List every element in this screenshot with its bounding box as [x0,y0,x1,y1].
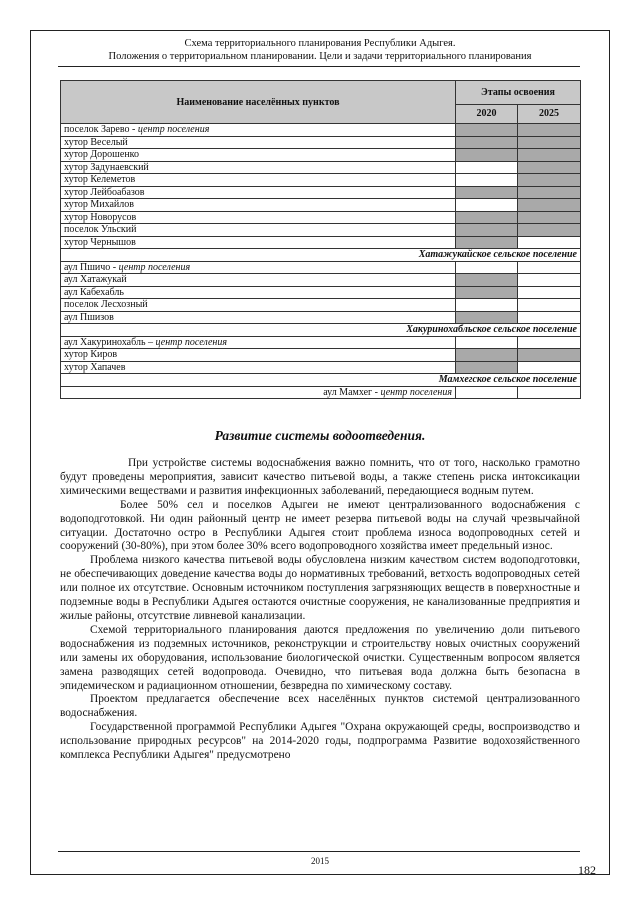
settlement-label: поселок Лесхозный [64,299,148,311]
header-rule [58,66,580,67]
table-row [61,361,581,374]
paragraph: Проблема низкого качества питьевой воды обусловлена низким качеством систем водоподготовки, не обеспечивающих доведение качества воды до нормативных требований, ветхость водопроводных сетей или полное их отсутствие. Основным источником поступления загрязняющих веществ в поверхностные и подземные воды в Республики Адыгея остаются очистные сооружения, не канализованные предприятия и жилые районы, отсутствие ливневой канализации. [60,554,580,622]
table-row [61,299,581,312]
stage-cell-2025 [518,136,581,149]
stage-cell-2020 [456,174,518,187]
settlement-note: центр поселения [137,124,210,136]
settlement-label: хутор Чернышов [64,236,136,248]
table-row [61,211,581,224]
table-row [61,286,581,299]
col-header-name: Наименование населённых пунктов [61,81,456,124]
table-row [61,274,581,287]
stage-cell-2025 [518,311,581,324]
paragraph: Схемой территориального планирования даются предложения по увеличению доли питьевого водоснабжения из подземных источников, реконструкции и строительству новых очистных сооружений или замены их оборудования, использование биологической очистки. Существенным вопросом является замена разводящих сетей водопровода. Очевидно, что питьевая вода должна быть безопасна в эпидемическом и радиационном отношении, безвредна по химическому составу. [60,623,580,692]
settlement-label: аул Мамхег - [323,386,381,398]
settlement-name [61,286,456,299]
stage-cell-2020 [456,311,518,324]
stage-cell-2020 [456,161,518,174]
settlement-note: центр поселения [155,336,228,348]
table-row [61,261,581,274]
table-row [61,161,581,174]
settlement-label: хутор Хапачев [64,361,126,373]
stage-cell-2025 [518,174,581,187]
stage-cell-2020 [456,286,518,299]
stage-cell-2025 [518,349,581,362]
table-row [61,224,581,237]
settlement-label: поселок Ульский [64,224,137,236]
settlement-label: поселок Зарево - [64,124,138,136]
stage-cell-2020 [456,386,518,399]
settlement-name [61,274,456,287]
settlement-label: хутор Веселый [64,136,128,148]
settlement-name [61,186,456,199]
settlement-name [61,261,456,274]
paragraph: Государственной программой Республики Адыгея "Охрана окружающей среды, воспроизводство и использование природных ресурсов" на 2014-2020 годы, подпрограмма Развитие водохозяйственного комплекса Республики Адыгея" предусмотрено [60,721,580,762]
stage-cell-2020 [456,186,518,199]
settlement-label: аул Пшичо - [64,261,119,273]
paragraph: Проектом предлагается обеспечение всех населённых пунктов системой централизованного водоснабжения. [60,693,580,720]
stage-cell-2025 [518,336,581,349]
stage-cell-2025 [518,224,581,237]
table-row [61,386,581,399]
table-row [61,124,581,137]
settlement-label: хутор Дорошенко [64,149,140,161]
stage-cell-2025 [518,186,581,199]
table-row [61,236,581,249]
section-name: Мамхегское сельское поселение [61,374,581,387]
stage-cell-2020 [456,299,518,312]
section-row [61,249,581,262]
settlement-name [61,174,456,187]
stage-cell-2020 [456,349,518,362]
settlement-label: аул Хатажукай [64,274,127,286]
col-header-stages: Этапы освоения [456,81,581,105]
stage-cell-2025 [518,236,581,249]
section-name: Хакуринохабльское сельское поселение [61,324,581,337]
settlement-name [61,299,456,312]
settlement-name [61,386,456,399]
table-row [61,349,581,362]
settlement-name [61,149,456,162]
settlement-name [61,161,456,174]
settlement-label: аул Пшизов [64,311,114,323]
stage-cell-2025 [518,299,581,312]
stage-cell-2020 [456,211,518,224]
settlement-name [61,224,456,237]
stage-cell-2025 [518,211,581,224]
stage-cell-2025 [518,261,581,274]
table-row [61,186,581,199]
section-row [61,374,581,387]
stage-cell-2020 [456,336,518,349]
settlement-label: хутор Новорусов [64,211,137,223]
settlement-name [61,211,456,224]
settlement-label: хутор Келеметов [64,174,136,186]
stage-cell-2020 [456,236,518,249]
table-row [61,149,581,162]
settlement-name [61,336,456,349]
settlement-label: хутор Задунаевский [64,161,149,173]
section-title: Развитие системы водоотведения. [214,428,426,443]
stage-cell-2025 [518,149,581,162]
settlement-name [61,199,456,212]
paragraph: Более 50% сел и поселков Адыгеи не имеют централизованного водоснабжения с водоподготовкой. Ни один районный центр не имеет резерва питьевой воды на случай чрезвычайной ситуации. Достаточно остро в Республики Адыгея стоит проблема износа водопроводных сетей и сооружений (30-80%), при этом более 30% всего водопроводного хозяйства имеет предельный износ. [60,498,580,553]
stage-cell-2020 [456,361,518,374]
settlement-name [61,311,456,324]
settlement-name [61,349,456,362]
stage-cell-2020 [456,149,518,162]
table-row [61,336,581,349]
stage-cell-2025 [518,199,581,212]
stage-cell-2020 [456,136,518,149]
stage-cell-2020 [456,199,518,212]
settlement-name [61,124,456,137]
stage-cell-2020 [456,261,518,274]
footer-year: 2015 [311,856,329,866]
stage-cell-2020 [456,224,518,237]
paragraph: При устройстве системы водоснабжения важно помнить, что от того, насколько грамотно будут проведены мероприятия, зависит качество питьевой воды, а также степень риска интоксикации химическими веществами и развития инфекционных заболеваний, передающиеся водным путем. [60,457,580,497]
stage-cell-2025 [518,124,581,137]
stage-cell-2025 [518,274,581,287]
col-header-2025: 2025 [518,104,581,123]
table-row [61,174,581,187]
table-row [61,136,581,149]
section-name: Хатажукайское сельское поселение [61,249,581,262]
settlement-note: центр поселения [118,261,191,273]
settlement-name [61,236,456,249]
settlement-name [61,136,456,149]
stage-cell-2020 [456,124,518,137]
settlement-name [61,361,456,374]
settlement-label: аул Кабехабль [64,286,124,298]
settlement-label: аул Хакуринохабль – [64,336,156,348]
stage-cell-2025 [518,386,581,399]
header-line-2: Положения о территориальном планировании. Цели и задачи территориального планирования [108,51,532,62]
stage-cell-2020 [456,274,518,287]
section-row [61,324,581,337]
stage-cell-2025 [518,361,581,374]
stage-cell-2025 [518,161,581,174]
settlements-table [60,80,581,399]
header-line-1: Схема территориального планирования Республики Адыгея. [184,38,456,49]
col-header-2020: 2020 [456,104,518,123]
settlement-label: хутор Киров [64,349,118,361]
table-row [61,311,581,324]
footer-rule [58,851,580,852]
settlement-label: хутор Лейбоабазов [64,186,145,198]
stage-cell-2025 [518,286,581,299]
settlement-label: хутор Михайлов [64,199,134,211]
settlement-note: центр поселения [380,386,452,398]
table-row [61,199,581,212]
page-number: 182 [578,863,596,877]
body-text [60,457,580,763]
